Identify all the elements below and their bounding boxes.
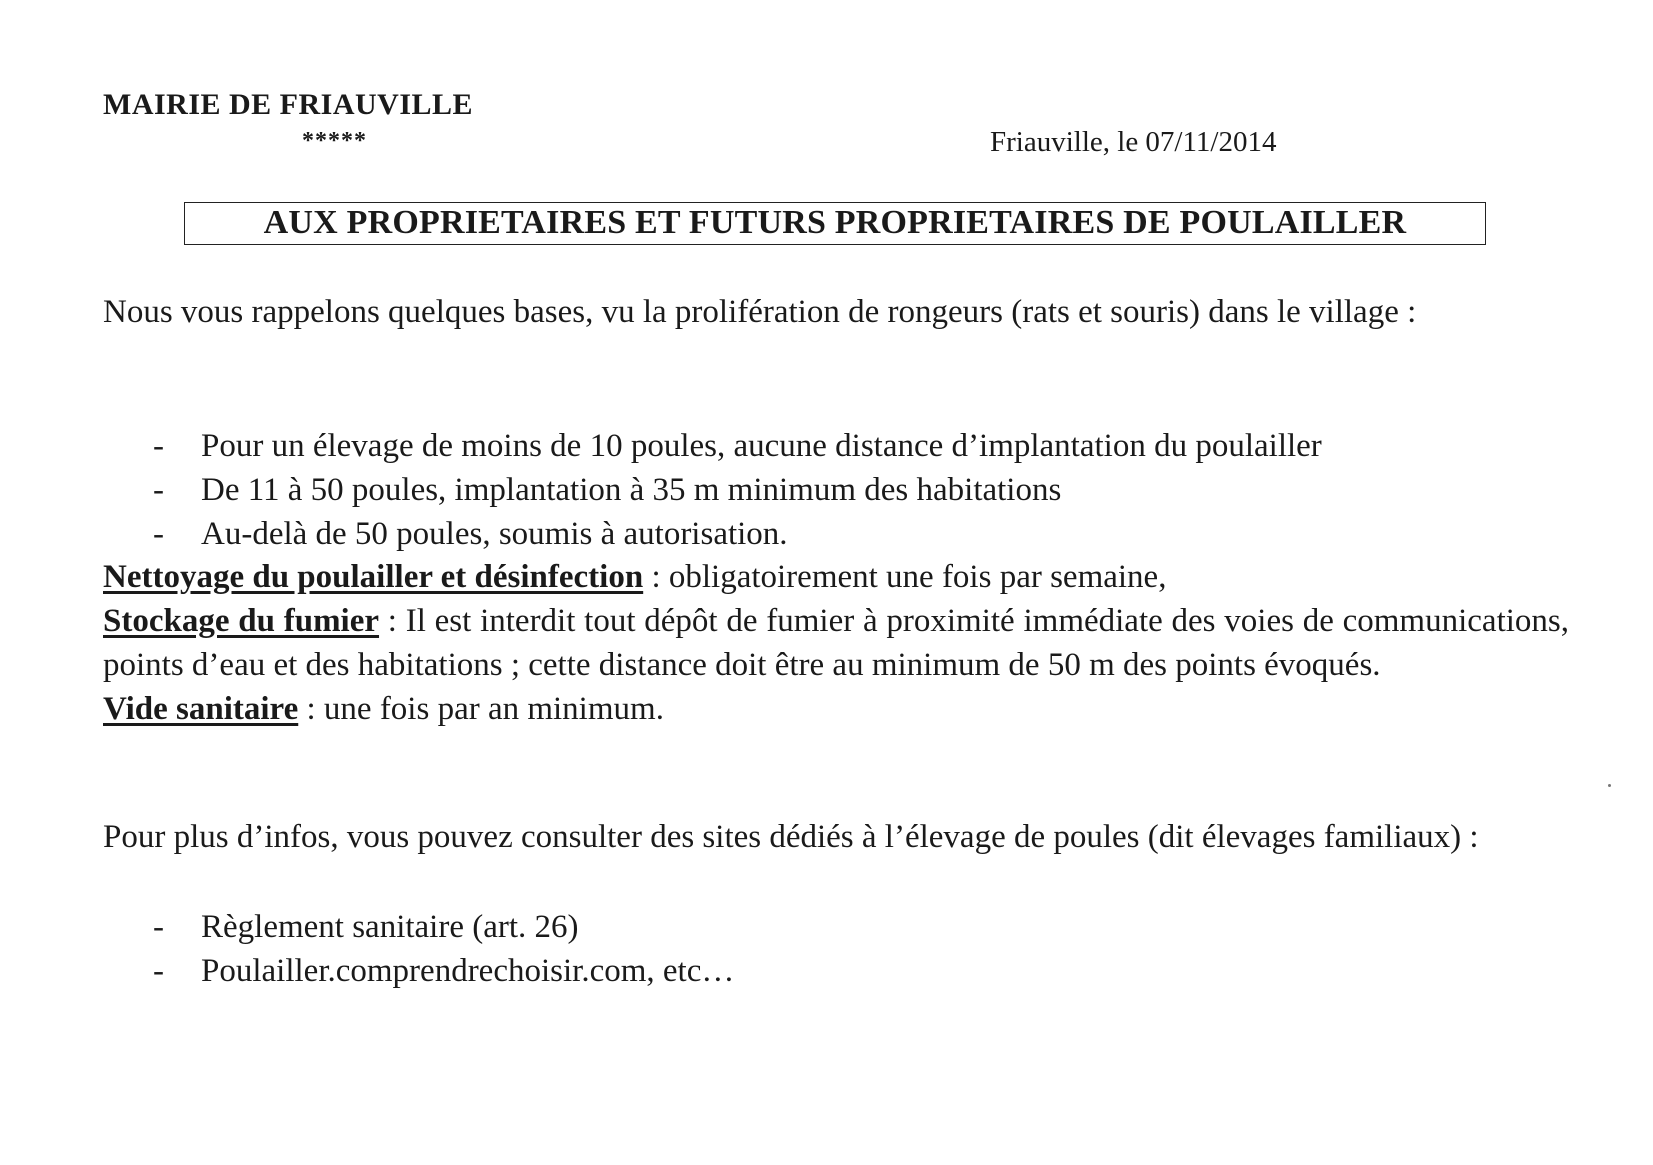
rule-text: : une fois par an minimum.	[298, 691, 664, 727]
rule-cleaning	[103, 555, 1569, 599]
list-item-text: Règlement sanitaire (art. 26)	[201, 909, 579, 945]
dash-bullet: -	[153, 428, 164, 464]
resources-list	[103, 905, 1569, 993]
list-item	[103, 424, 1569, 468]
intro-paragraph: Nous vous rappelons quelques bases, vu la prolifération de rongeurs (rats et souris) dans le village :	[103, 294, 1417, 330]
dash-bullet: -	[153, 909, 164, 945]
dash-bullet: -	[153, 472, 164, 508]
list-item-text: Poulailler.comprendrechoisir.com, etc…	[201, 953, 735, 989]
notice-title: AUX PROPRIETAIRES ET FUTURS PROPRIETAIRES DE POULAILLER	[184, 202, 1486, 245]
dash-bullet: -	[153, 516, 164, 552]
rules-section	[103, 555, 1569, 731]
list-item-text: Pour un élevage de moins de 10 poules, aucune distance d’implantation du poulailler	[201, 428, 1322, 464]
list-item-text: De 11 à 50 poules, implantation à 35 m minimum des habitations	[201, 472, 1062, 508]
list-item	[103, 905, 1569, 949]
distance-rules-list	[103, 424, 1569, 556]
list-item	[103, 512, 1569, 556]
rule-heading: Vide sanitaire	[103, 691, 299, 727]
rule-text: : obligatoirement une fois par semaine,	[643, 559, 1167, 595]
rule-text: : Il est interdit tout dépôt de fumier à proximité immédiate des voies de communications, points d’eau et des habitations ; cette distance doit être au minimum de 50 m des points évoqués.	[103, 603, 1569, 683]
rule-heading: Stockage du fumier	[103, 603, 380, 639]
organisation-header: MAIRIE DE FRIAUVILLE	[103, 88, 474, 121]
rule-sanitary-break	[103, 687, 1569, 731]
list-item-text: Au-delà de 50 poules, soumis à autorisation.	[201, 516, 788, 552]
scan-speck	[1608, 784, 1611, 787]
more-info-paragraph: Pour plus d’infos, vous pouvez consulter des sites dédiés à l’élevage de poules (dit élevages familiaux) :	[103, 819, 1479, 855]
dash-bullet: -	[153, 953, 164, 989]
header-separator: *****	[302, 128, 367, 154]
rule-manure-storage	[103, 599, 1569, 687]
list-item	[103, 949, 1569, 993]
rule-heading: Nettoyage du poulailler et désinfection	[103, 559, 644, 595]
list-item	[103, 468, 1569, 512]
place-date: Friauville, le 07/11/2014	[990, 126, 1277, 158]
